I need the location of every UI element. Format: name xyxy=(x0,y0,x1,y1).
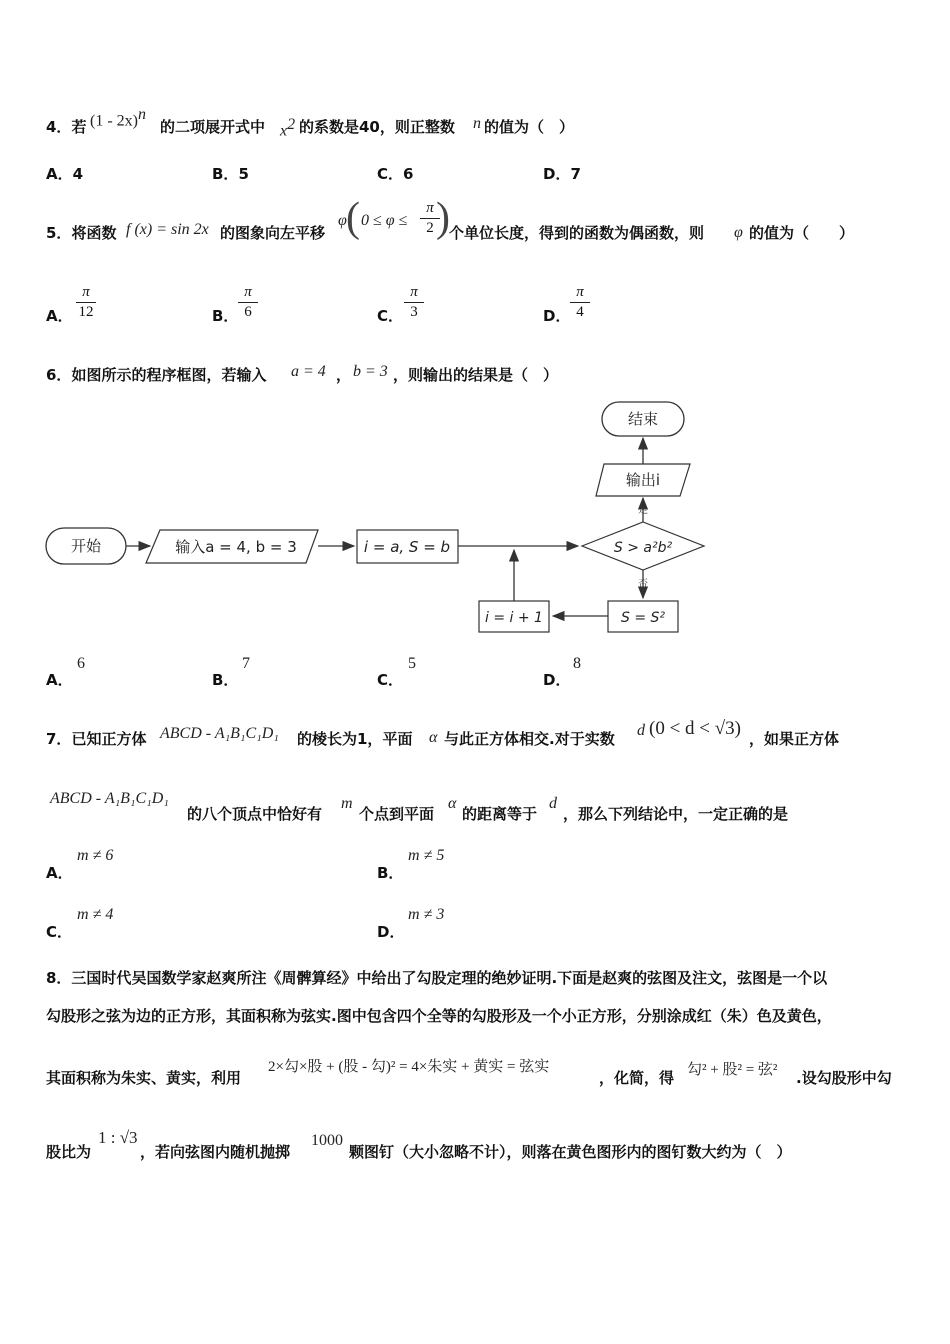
q8-ratio: 1 : √3 xyxy=(98,1128,138,1147)
q7-alpha-2: α xyxy=(448,795,457,812)
q6-option-b-label: B． xyxy=(212,671,239,689)
q5-text-2: 的图象向左平移 xyxy=(220,224,326,242)
q5-condition: 0 ≤ φ ≤ xyxy=(361,212,408,229)
q6-option-a-label: A． xyxy=(46,671,73,689)
q8-line-1: 8．三国时代吴国数学家赵爽所注《周髀算经》中给出了勾股定理的绝妙证明.下面是赵爽的弦图及注文，弦图是一个以 xyxy=(46,969,828,987)
q7-option-c-label: C． xyxy=(46,923,73,941)
q7-text-6: 个点到平面 xyxy=(359,805,435,823)
q7-m: m xyxy=(341,795,353,812)
q7-text-5: 的八个顶点中恰好有 xyxy=(187,805,323,823)
q4-text-4: 的值为（ ） xyxy=(484,118,575,136)
q4-number: 4． xyxy=(46,118,72,136)
q5-text-3: 个单位长度，得到的函数为偶函数，则 xyxy=(449,224,705,242)
q6-text-2: ，则输出的结果是（ ） xyxy=(393,366,559,384)
q8-line-2: 勾股形之弦为边的正方形，其面积称为弦实.图中包含四个全等的勾股形及一个小正方形，分别涂成红（朱）色及黄色， xyxy=(46,1007,832,1025)
q4-x-squared: $x^2$ xyxy=(280,116,296,140)
q4-text-3: 的系数是40，则正整数 xyxy=(299,118,455,136)
q7-text-2: 的棱长为1，平面 xyxy=(297,730,413,748)
q5-option-a-fraction: π 12 xyxy=(72,284,100,321)
q5-option-d-fraction: π 4 xyxy=(566,284,594,321)
q8-formula-1: 2×勾×股 + (股 - 勾)² = 4×朱实 + 黄实 = 弦实 xyxy=(268,1059,550,1075)
q5-phi-2: φ xyxy=(734,224,743,241)
q4-option-b: B．5 xyxy=(212,165,249,183)
q7-option-c-value: m ≠ 4 xyxy=(77,906,114,923)
q8-line-3b: ，化简，得 xyxy=(599,1069,675,1087)
q5-phi: φ xyxy=(338,212,347,229)
q5-line: 5．将函数 xyxy=(46,224,117,242)
q6-a-value: a = 4 xyxy=(291,363,326,380)
q8-line-3c: .设勾股形中勾 xyxy=(796,1069,892,1087)
flow-end-label: 结束 xyxy=(627,410,659,428)
q7-option-b-label: B． xyxy=(377,864,404,882)
q7-option-a-label: A． xyxy=(46,864,73,882)
q6-line: 6．如图所示的程序框图，若输入 xyxy=(46,366,267,384)
q7-text-8: ，那么下列结论中，一定正确的是 xyxy=(563,805,789,823)
q4-n-symbol: n xyxy=(473,115,481,132)
q7-alpha: α xyxy=(429,729,438,746)
q7-d: d xyxy=(637,722,645,739)
flow-start-label: 开始 xyxy=(70,537,102,555)
q7-text-3: 与此正方体相交.对于实数 xyxy=(444,730,615,748)
q6-option-c-value: 5 xyxy=(408,655,416,672)
q7-d-condition: (0 < d < √3) xyxy=(649,718,742,739)
q8-formula-2: 勾² + 股² = 弦² xyxy=(687,1062,778,1078)
q6-option-a-value: 6 xyxy=(77,655,85,672)
q7-option-d-value: m ≠ 3 xyxy=(408,906,445,923)
flow-square-label: S = S² xyxy=(620,610,666,626)
q6-option-d-value: 8 xyxy=(573,655,581,672)
q8-line-4a: 股比为 xyxy=(46,1143,92,1161)
q4-text-2: 的二项展开式中 xyxy=(160,118,266,136)
q8-line-4c: 颗图钉（大小忽略不计），则落在黄色图形内的图钉数大约为（ ） xyxy=(349,1143,792,1161)
q5-option-c-label: C． xyxy=(377,307,404,325)
flow-yes-label: 是 xyxy=(638,505,648,516)
q4-text-1: 若 xyxy=(71,118,87,136)
flow-assign-label: i = a, S = b xyxy=(363,538,451,556)
q7-cube-2: ABCD - A₁B₁C₁D₁ xyxy=(50,790,169,807)
q5-text-4: 的值为（ ） xyxy=(749,224,855,242)
q7-line: 7．已知正方体 xyxy=(46,730,147,748)
q5-option-a-label: A． xyxy=(46,307,73,325)
q4-option-a: A．4 xyxy=(46,165,84,183)
q7-d-2: d xyxy=(549,795,557,812)
flow-output-label: 输出i xyxy=(625,471,661,489)
q7-text-7: 的距离等于 xyxy=(462,805,538,823)
q8-count: 1000 xyxy=(311,1132,343,1149)
q7-cube: ABCD - A₁B₁C₁D₁ xyxy=(160,725,279,742)
q6-option-d-label: D． xyxy=(543,671,571,689)
q7-option-d-label: D． xyxy=(377,923,405,941)
q4-expression: (1 - 2x)$^n$ xyxy=(90,106,146,130)
q7-option-a-value: m ≠ 6 xyxy=(77,847,114,864)
flowchart xyxy=(0,390,950,640)
q5-paren-left: ( xyxy=(346,195,360,241)
q7-option-b-value: m ≠ 5 xyxy=(408,847,445,864)
q4-option-c: C．6 xyxy=(377,165,414,183)
q6-separator: ， xyxy=(336,366,352,384)
q5-option-d-label: D． xyxy=(543,307,571,325)
flow-no-label: 否 xyxy=(638,579,648,590)
flow-increment-label: i = i + 1 xyxy=(485,610,543,626)
flow-condition-label: S > a²b² xyxy=(613,540,673,556)
q5-option-c-fraction: π 3 xyxy=(400,284,428,321)
q6-b-value: b = 3 xyxy=(353,363,388,380)
q8-line-3a: 其面积称为朱实、黄实，利用 xyxy=(46,1069,242,1087)
q5-option-b-fraction: π 6 xyxy=(234,284,262,321)
q7-text-4: ，如果正方体 xyxy=(749,730,840,748)
q5-function: f (x) = sin 2x xyxy=(126,221,209,238)
q6-option-b-value: 7 xyxy=(242,655,250,672)
flow-input-label: 输入a = 4, b = 3 xyxy=(175,538,297,556)
q6-option-c-label: C． xyxy=(377,671,404,689)
q5-condition-fraction: π 2 xyxy=(416,200,444,237)
q8-line-4b: ，若向弦图内随机抛掷 xyxy=(140,1143,291,1161)
q4-option-d: D．7 xyxy=(543,165,581,183)
q5-option-b-label: B． xyxy=(212,307,239,325)
q5-paren-right: ) xyxy=(436,195,450,241)
q4-line xyxy=(46,116,86,137)
